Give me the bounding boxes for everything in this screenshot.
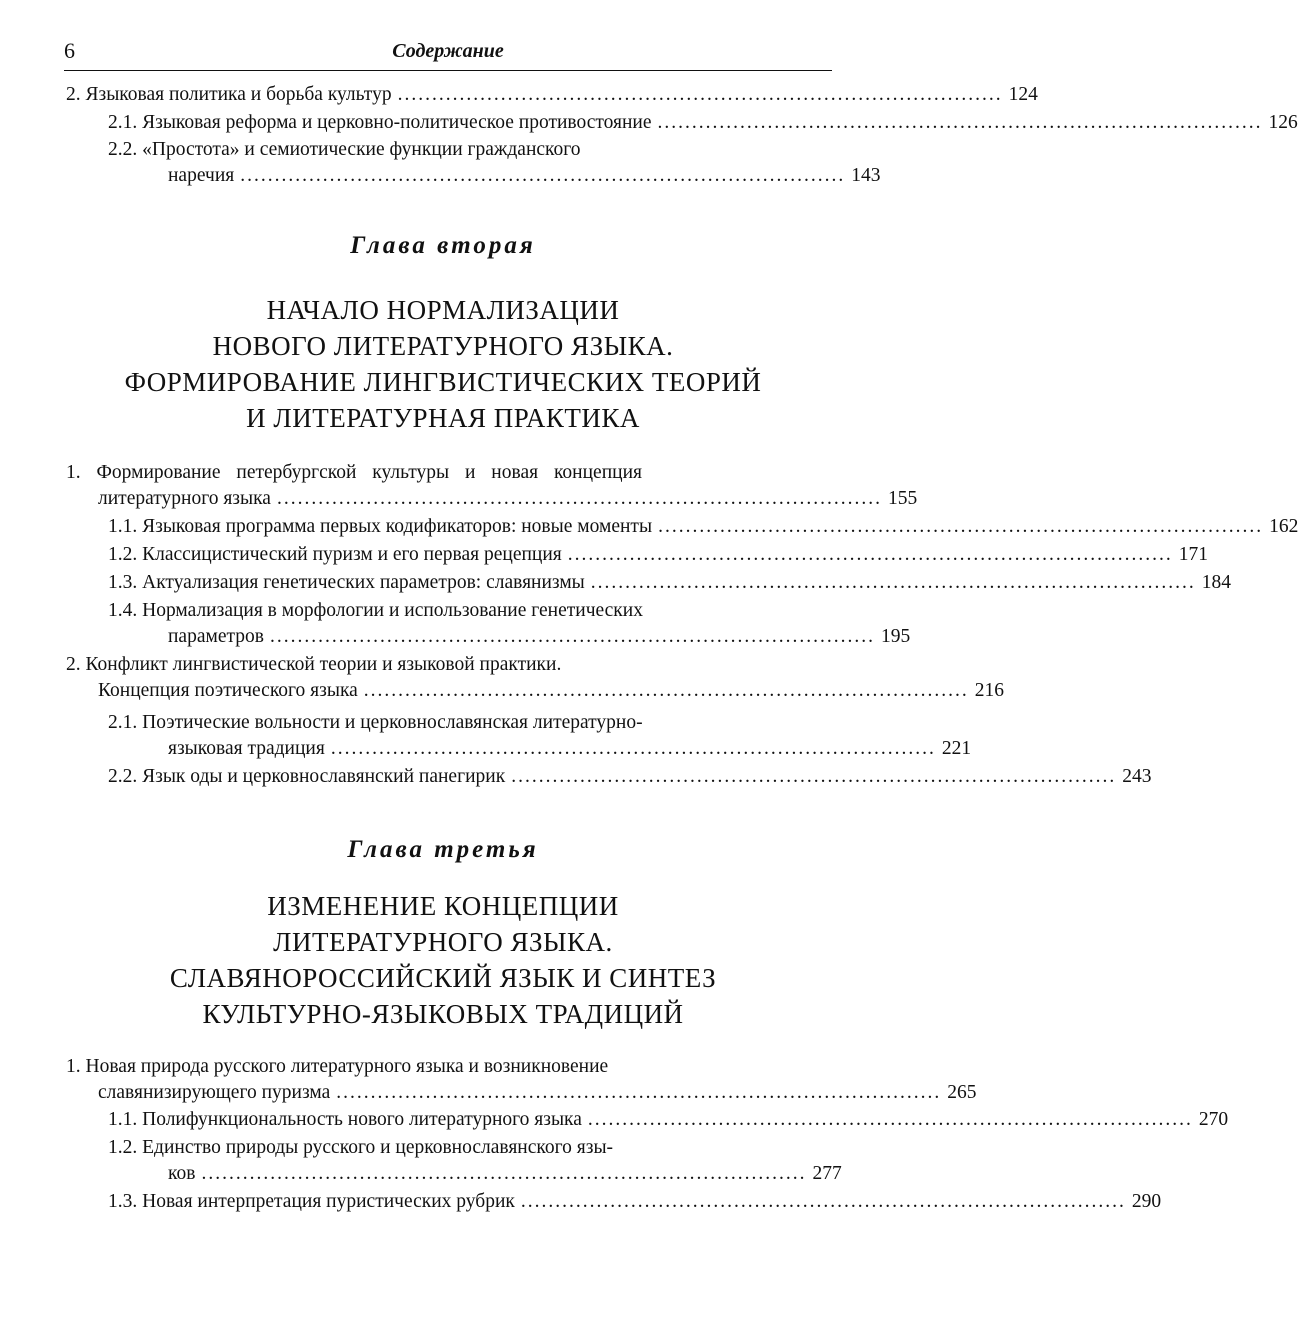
toc-entry: 1.3. Новая интерпретация пуристических рубрик ........................................................................................ 290 bbox=[108, 1191, 1162, 1212]
toc-entry: 1.1. Полифункциональность нового литературного языка ........................................................................................ 270 bbox=[108, 1109, 1229, 1130]
toc-entry: 1. Новая природа русского литературного языка и возникновение славянизирующего пуризма ........................................................................................ 265 bbox=[66, 1056, 977, 1103]
toc-entry: 1.3. Актуализация генетических параметров: славянизмы ........................................................................................ 184 bbox=[108, 572, 1232, 593]
chapter-title: НАЧАЛО НОРМАЛИЗАЦИИ НОВОГО ЛИТЕРАТУРНОГО ЯЗЫКА. ФОРМИРОВАНИЕ ЛИНГВИСТИЧЕСКИХ ТЕОРИЙ И ЛИТЕРАТУРНАЯ ПРАКТИКА bbox=[124, 295, 762, 433]
toc-entry: 2.1. Поэтические вольности и церковнославянская литературно- языковая традиция ........................................................................................ 221 bbox=[108, 712, 972, 759]
toc-entry: 1.1. Языковая программа первых кодификаторов: новые моменты ........................................................................................ 162 bbox=[108, 516, 1298, 537]
toc-entry: 1. Формирование петербургской культуры и новая концепция литературного языка ........................................................................................ 155 bbox=[66, 462, 918, 509]
chapter-title: ИЗМЕНЕНИЕ КОНЦЕПЦИИ ЛИТЕРАТУРНОГО ЯЗЫКА. СЛАВЯНОРОССИЙСКИЙ ЯЗЫК И СИНТЕЗ КУЛЬТУРНО-ЯЗЫКОВЫХ ТРАДИЦИЙ bbox=[169, 891, 717, 1029]
toc-chapter-2 bbox=[0, 460, 1298, 790]
toc-entry: 2.2. «Простота» и семиотические функции гражданского наречия ........................................................................................ 143 bbox=[108, 139, 881, 186]
running-title: Содержание bbox=[392, 40, 504, 62]
toc-entry: 2. Языковая политика и борьба культур ........................................................................................ 124 bbox=[66, 84, 1038, 105]
toc-entry: 1.2. Классицистический пуризм и его первая рецепция ........................................................................................ 171 bbox=[108, 544, 1208, 565]
toc-entry: 1.4. Нормализация в морфологии и использование генетических параметров ........................................................................................ 195 bbox=[108, 600, 911, 647]
page-number: 6 bbox=[64, 38, 75, 63]
toc-chapter-3 bbox=[0, 1054, 1229, 1215]
toc-entry: 1.2. Единство природы русского и церковнославянского язы- ков ........................................................................................ 277 bbox=[108, 1137, 842, 1184]
chapter-label: Глава третья bbox=[347, 836, 539, 863]
toc-entry: 2. Конфликт лингвистической теории и языковой практики. Концепция поэтического языка ........................................................................................ 216 bbox=[66, 654, 1005, 701]
running-header bbox=[64, 38, 832, 71]
toc-entry: 2.1. Языковая реформа и церковно-политическое противостояние ........................................................................................ 126 bbox=[108, 112, 1298, 133]
toc-section-top bbox=[0, 82, 1298, 189]
chapter-label: Глава вторая bbox=[350, 232, 536, 259]
toc-entry: 2.2. Язык оды и церковнославянский панегирик ........................................................................................ 243 bbox=[108, 766, 1152, 787]
